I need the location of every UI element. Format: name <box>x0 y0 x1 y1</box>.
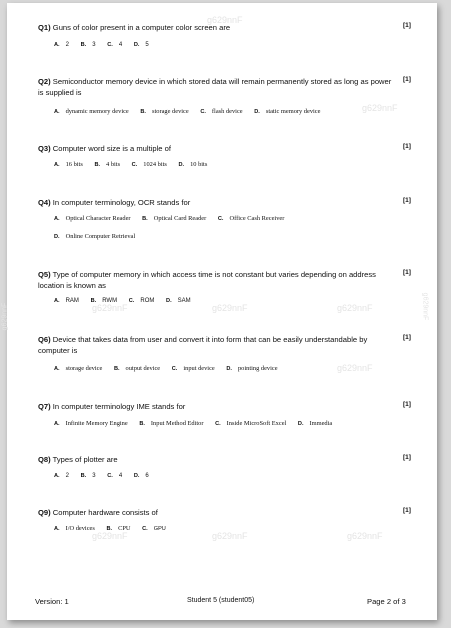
option-a: A. Optical Character Reader <box>54 215 131 222</box>
option-c: C. Inside MicroSoft Excel <box>215 420 287 427</box>
question-text: Semiconductor memory device in which stored data will remain permanently stored as long as power is supplied is <box>38 77 392 97</box>
option-d: D. Online Computer Retrieval <box>54 233 136 240</box>
question-number: Q4) <box>38 198 51 207</box>
option-b: B. 3 <box>80 42 96 48</box>
exam-page <box>1 3 437 620</box>
option-d: D. 6 <box>133 473 149 479</box>
options-2 <box>54 107 330 117</box>
option-d: D. pointing device <box>226 365 278 372</box>
question-mark: [1] <box>403 22 411 29</box>
question-number: Q3) <box>38 144 51 153</box>
watermark: g629nnF <box>337 363 373 373</box>
question-mark: [1] <box>403 334 411 341</box>
question-text: Types of plotter are <box>52 455 118 464</box>
question-mark: [1] <box>403 507 411 514</box>
options-8 <box>54 472 159 481</box>
watermark: g629nnF <box>337 303 373 313</box>
question-7 <box>38 401 398 412</box>
question-text: Computer word size is a multiple of <box>52 144 171 153</box>
option-c: C. Office Cash Receiver <box>217 215 285 222</box>
option-d: D. static memory device <box>254 108 321 115</box>
option-d: D. SAM <box>166 298 191 304</box>
option-a: A. 16 bits <box>54 161 83 168</box>
option-c: C. GPU <box>142 526 166 532</box>
question-text: Computer hardware consists of <box>52 508 158 517</box>
question-4 <box>38 197 398 208</box>
option-a: A. storage device <box>54 365 103 372</box>
footer-student: Student 5 (student05) <box>187 597 255 604</box>
option-c: C. flash device <box>200 108 243 115</box>
option-a: A. I/O devices <box>54 525 95 532</box>
option-a: A. 2 <box>54 42 69 48</box>
option-d: D. Immedia <box>297 420 333 427</box>
options-3 <box>54 160 217 170</box>
question-1 <box>38 22 398 33</box>
option-d: D. 10 bits <box>178 161 208 168</box>
question-mark: [1] <box>403 76 411 83</box>
options-5 <box>54 297 201 306</box>
question-9 <box>38 507 398 518</box>
question-6 <box>38 334 398 356</box>
option-b: B. CPU <box>106 525 131 532</box>
question-3 <box>38 143 398 154</box>
question-number: Q8) <box>38 455 51 464</box>
option-a: A. Infinite Memory Engine <box>54 420 128 427</box>
options-4-line-2 <box>54 232 145 242</box>
option-c: C. 4 <box>107 473 123 479</box>
watermark: g629nnF <box>347 531 383 541</box>
question-mark: [1] <box>403 401 411 408</box>
option-c: C. 1024 bits <box>131 161 167 168</box>
question-5 <box>38 269 398 291</box>
question-text: Type of computer memory in which access time is not constant but varies depending on address location is known as <box>38 270 376 290</box>
option-a: A. 2 <box>54 473 69 479</box>
option-b: B. 3 <box>80 473 96 479</box>
question-2 <box>38 76 398 98</box>
question-text: Device that takes data from user and convert it into form that can be easily understandable by computer is <box>38 335 368 355</box>
watermark: g629nnF <box>212 531 248 541</box>
watermark: g629nnF <box>362 103 398 113</box>
question-mark: [1] <box>403 143 411 150</box>
question-mark: [1] <box>403 197 411 204</box>
option-a: A. RAM <box>54 298 79 304</box>
question-mark: [1] <box>403 269 411 276</box>
options-9 <box>54 524 176 534</box>
question-number: Q2) <box>38 77 51 86</box>
option-b: B. storage device <box>140 108 189 115</box>
option-c: C. ROM <box>128 298 155 304</box>
question-number: Q6) <box>38 335 51 344</box>
side-watermark: g629nnF <box>1 302 9 331</box>
footer-version: Version: 1 <box>35 597 69 606</box>
watermark: g629nnF <box>207 15 243 25</box>
watermark: g629nnF <box>92 303 128 313</box>
option-c: C. 4 <box>107 42 123 48</box>
question-8 <box>38 454 398 465</box>
watermark: g629nnF <box>92 531 128 541</box>
option-b: B. Optical Card Reader <box>142 215 207 222</box>
options-1 <box>54 41 159 50</box>
watermark: g629nnF <box>212 303 248 313</box>
question-number: Q5) <box>38 270 51 279</box>
question-text: Guns of color present in a computer color screen are <box>52 23 231 32</box>
footer-page-number: Page 2 of 3 <box>367 597 406 606</box>
side-watermark: g629nnF <box>421 292 429 321</box>
option-b: B. RWM <box>90 298 118 304</box>
options-6 <box>54 364 288 374</box>
options-4 <box>54 214 294 224</box>
question-text: In computer terminology IME stands for <box>52 402 186 411</box>
question-number: Q9) <box>38 508 51 517</box>
question-number: Q7) <box>38 402 51 411</box>
option-b: B. 4 bits <box>94 161 121 168</box>
options-7 <box>54 419 342 429</box>
option-a: A. dynamic memory device <box>54 108 129 115</box>
question-number: Q1) <box>38 23 51 32</box>
option-b: B. Input Method Editor <box>139 420 204 427</box>
question-text: In computer terminology, OCR stands for <box>52 198 191 207</box>
option-b: B. output device <box>113 365 161 372</box>
question-mark: [1] <box>403 454 411 461</box>
option-c: C. input device <box>171 365 215 372</box>
option-d: D. 5 <box>133 42 149 48</box>
